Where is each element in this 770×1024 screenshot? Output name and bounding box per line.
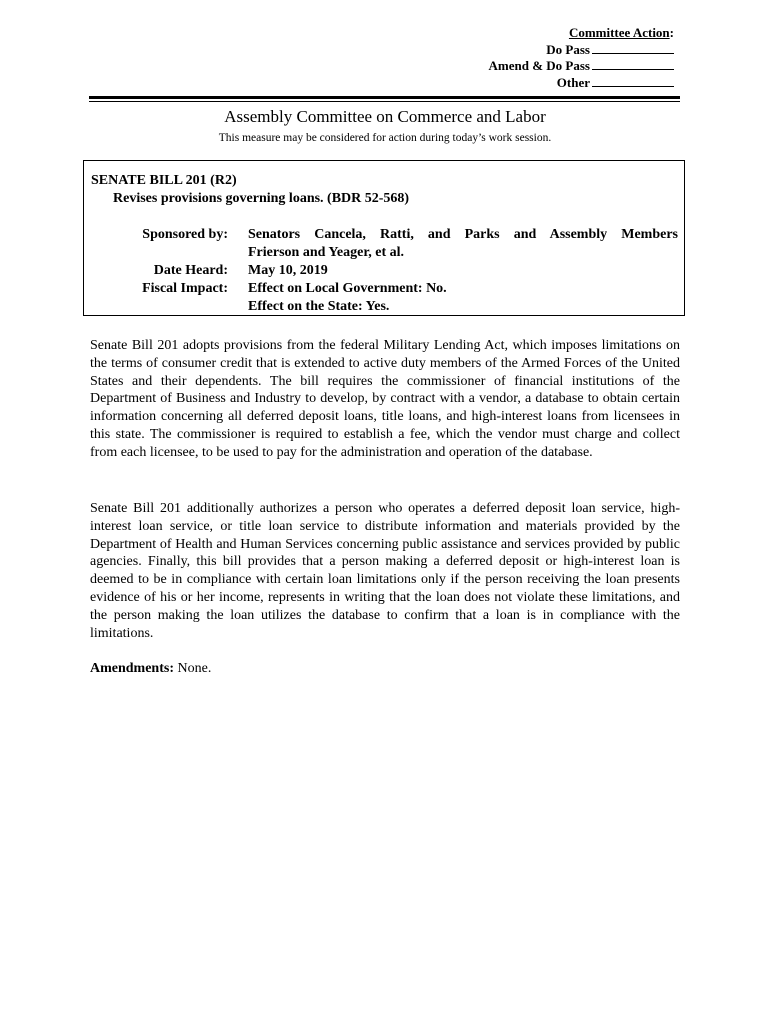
other-blank [592, 75, 674, 87]
header-rule-thin [89, 101, 680, 102]
amend-do-pass-blank [592, 58, 674, 70]
sponsored-by-value-line2: Frierson and Yeager, et al. [248, 245, 405, 260]
fiscal-state-value: Effect on the State: Yes. [248, 299, 390, 314]
work-session-note: This measure may be considered for action during today’s work session. [218, 132, 552, 144]
bill-subtitle: Revises provisions governing loans. (BDR 52-568) [113, 191, 410, 206]
committee-action-heading: Committee Action: [568, 25, 674, 40]
summary-paragraph-2-text: Senate Bill 201 additionally authorizes a person who operates a deferred deposit loan service, high-interest loan service, or title loan service to distribute information and materials provided by the Department of Health and Human Services concerning public assistance and services provided by public agencies. Finally, this bill provides that a person making a deferred deposit or high-interest loan is deemed to be in compliance with certain loan limitations only if the person receiving the loan presents evidence of his or her income, represents in writing that the loan does not violate these limitations, and the person making the loan utilizes the database to confirm that a loan is in compliance with the limitations. [90, 501, 680, 641]
bill-summary-box [83, 160, 685, 316]
do-pass-blank [592, 42, 674, 54]
fiscal-impact-label: Fiscal Impact: [142, 281, 228, 296]
date-heard-label: Date Heard: [153, 263, 228, 278]
amendments-value: None. [177, 661, 212, 676]
committee-action-block [489, 25, 674, 91]
fiscal-local-value: Effect on Local Government: No. [248, 281, 447, 296]
summary-paragraph-1-text: Senate Bill 201 adopts provisions from the federal Military Lending Act, which imposes limitations on the terms of consumer credit that is extended to active duty members of the Armed Forces of the United States and their dependents. The bill requires the commissioner of financial institutions of the Department of Business and Industry to develop, by contract with a vendor, a database to obtain certain information concerning all deferred deposit loans, title loans, and high-interest loans from licensees in this state. The commissioner is required to establish a fee, which the vendor must charge and collect from each licensee, to be used to pay for the administration and operation of the database. [90, 338, 680, 460]
date-heard-value: May 10, 2019 [248, 263, 328, 278]
header-rule-thick [89, 96, 680, 99]
amend-do-pass-line: Amend & Do Pass [489, 58, 674, 75]
committee-title: Assembly Committee on Commerce and Labor [224, 107, 546, 126]
summary-paragraph-2 [90, 500, 680, 642]
bill-title: SENATE BILL 201 (R2) [91, 173, 237, 188]
sponsored-by-value-line1: Senators Cancela, Ratti, and Parks and Assembly Members [248, 227, 678, 242]
sponsored-by-label: Sponsored by: [142, 227, 228, 242]
other-line: Other [489, 75, 674, 92]
summary-paragraph-1 [90, 337, 680, 462]
amendments-label: Amendments: [90, 661, 174, 676]
do-pass-line: Do Pass [489, 42, 674, 59]
amendments-line [90, 660, 211, 678]
